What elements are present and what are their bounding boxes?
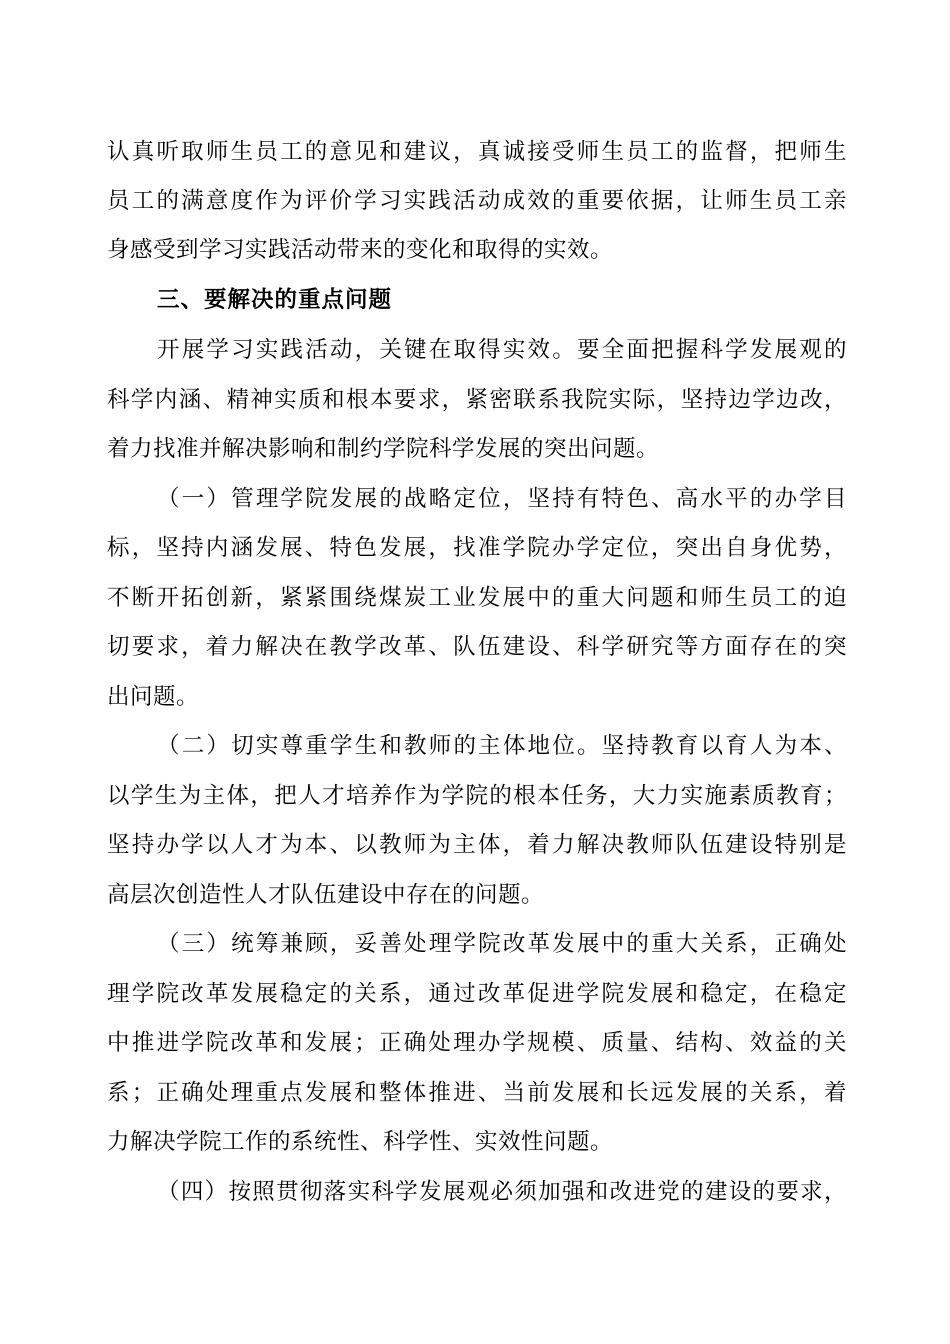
item-3-line-2: 理学院改革发展稳定的关系，通过改革促进学院发展和稳定，在稳定 bbox=[107, 981, 847, 1007]
item-1-line-4: 切要求，着力解决在教学改革、队伍建设、科学研究等方面存在的突 bbox=[107, 634, 847, 660]
section-intro-line-3: 着力找准并解决影响和制约学院科学发展的突出问题。 bbox=[107, 436, 660, 462]
item-1-line-3: 不断开拓创新，紧紧围绕煤炭工业发展中的重大问题和师生员工的迫 bbox=[107, 585, 847, 611]
item-2-line-2: 以学生为主体，把人才培养作为学院的根本任务，大力实施素质教育； bbox=[107, 783, 847, 809]
item-3-line-3: 中推进学院改革和发展；正确处理办学规模、质量、结构、效益的关 bbox=[107, 1030, 847, 1056]
item-1-line-1: （一）管理学院发展的战略定位，坚持有特色、高水平的办学目 bbox=[157, 486, 847, 512]
section-intro-line-1: 开展学习实践活动，关键在取得实效。要全面把握科学发展观的 bbox=[157, 337, 847, 363]
section-heading: 三、要解决的重点问题 bbox=[157, 287, 393, 313]
intro-line-1: 认真听取师生员工的意见和建议，真诚接受师生员工的监督，把师生 bbox=[107, 139, 847, 165]
item-1-line-5: 出问题。 bbox=[107, 684, 200, 710]
intro-line-2: 员工的满意度作为评价学习实践活动成效的重要依据，让师生员工亲 bbox=[107, 188, 847, 214]
item-3-line-5: 力解决学院工作的系统性、科学性、实效性问题。 bbox=[107, 1129, 614, 1155]
item-2-line-3: 坚持办学以人才为本、以教师为主体，着力解决教师队伍建设特别是 bbox=[107, 832, 847, 858]
item-1-line-2: 标，坚持内涵发展、特色发展，找准学院办学定位，突出自身优势， bbox=[107, 535, 847, 561]
section-intro-line-2: 科学内涵、精神实质和根本要求，紧密联系我院实际，坚持边学边改， bbox=[107, 387, 847, 413]
item-2-line-1: （二）切实尊重学生和教师的主体地位。坚持教育以育人为本、 bbox=[157, 733, 847, 759]
item-3-line-4: 系；正确处理重点发展和整体推进、当前发展和长远发展的关系，着 bbox=[107, 1080, 847, 1106]
intro-line-3: 身感受到学习实践活动带来的变化和取得的实效。 bbox=[107, 237, 614, 263]
item-4-line-1: （四）按照贯彻落实科学发展观必须加强和改进党的建设的要求， bbox=[157, 1179, 847, 1205]
item-3-line-1: （三）统筹兼顾，妥善处理学院改革发展中的重大关系，正确处 bbox=[157, 931, 847, 957]
item-2-line-4: 高层次创造性人才队伍建设中存在的问题。 bbox=[107, 882, 545, 908]
